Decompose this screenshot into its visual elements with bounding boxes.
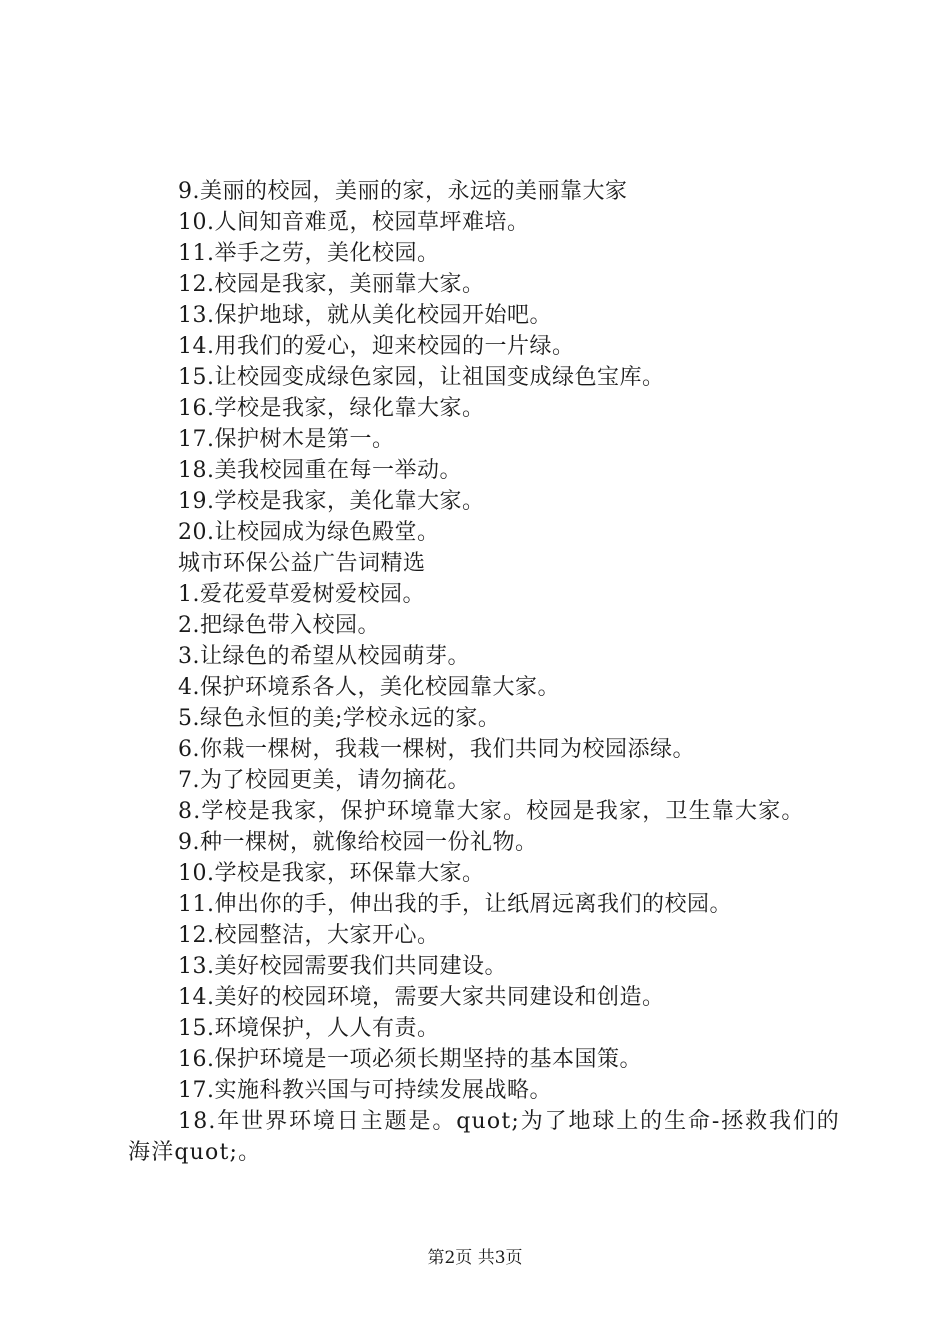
text-line: 20.让校园成为绿色殿堂。	[178, 520, 440, 545]
text-line: 7.为了校园更美，请勿摘花。	[178, 768, 470, 793]
text-line: 9.美丽的校园，美丽的家，永远的美丽靠大家	[178, 179, 628, 204]
text-line: 19.学校是我家，美化靠大家。	[178, 489, 485, 514]
text-line: 11.举手之劳，美化校园。	[178, 241, 440, 266]
text-line: 12.校园整洁，大家开心。	[178, 923, 440, 948]
text-line: 4.保护环境系各人，美化校园靠大家。	[178, 675, 560, 700]
text-line: 15.环境保护，人人有责。	[178, 1016, 440, 1041]
text-line: 5.绿色永恒的美;学校永远的家。	[178, 706, 501, 731]
text-paragraph: 8.学校是我家，保护环境靠大家。校园是我家，卫生靠大家。	[178, 799, 805, 824]
page-number-footer: 第2页 共3页	[427, 1248, 523, 1268]
text-line: 10.人间知音难觅，校园草坪难培。	[178, 210, 530, 235]
text-line: 12.校园是我家，美丽靠大家。	[178, 272, 485, 297]
text-line: 16.学校是我家，绿化靠大家。	[178, 396, 485, 421]
text-line: 17.保护树木是第一。	[178, 427, 395, 452]
text-line: 14.用我们的爱心，迎来校园的一片绿。	[178, 334, 575, 359]
text-line: 13.美好校园需要我们共同建设。	[178, 954, 507, 979]
document-body	[128, 176, 840, 1168]
text-line: 1.爱花爱草爱树爱校园。	[178, 582, 425, 607]
text-line: 2.把绿色带入校园。	[178, 613, 380, 638]
text-line: 13.保护地球，就从美化校园开始吧。	[178, 303, 552, 328]
text-line: 10.学校是我家，环保靠大家。	[178, 861, 485, 886]
text-line: 18.美我校园重在每一举动。	[178, 458, 462, 483]
text-line: 15.让校园变成绿色家园，让祖国变成绿色宝库。	[178, 365, 665, 390]
text-line: 9.种一棵树，就像给校园一份礼物。	[178, 830, 538, 855]
text-paragraph: 18.年世界环境日主题是。quot;为了地球上的生命-拯救我们的海洋quot;。	[128, 1109, 840, 1165]
text-line: 3.让绿色的希望从校园萌芽。	[178, 644, 470, 669]
text-line: 16.保护环境是一项必须长期坚持的基本国策。	[178, 1047, 642, 1072]
section-heading: 城市环保公益广告词精选	[178, 551, 426, 576]
text-line: 14.美好的校园环境，需要大家共同建设和创造。	[178, 985, 665, 1010]
text-line: 11.伸出你的手，伸出我的手，让纸屑远离我们的校园。	[178, 892, 732, 917]
text-line: 17.实施科教兴国与可持续发展战略。	[178, 1078, 552, 1103]
text-line: 6.你栽一棵树，我栽一棵树，我们共同为校园添绿。	[178, 737, 695, 762]
